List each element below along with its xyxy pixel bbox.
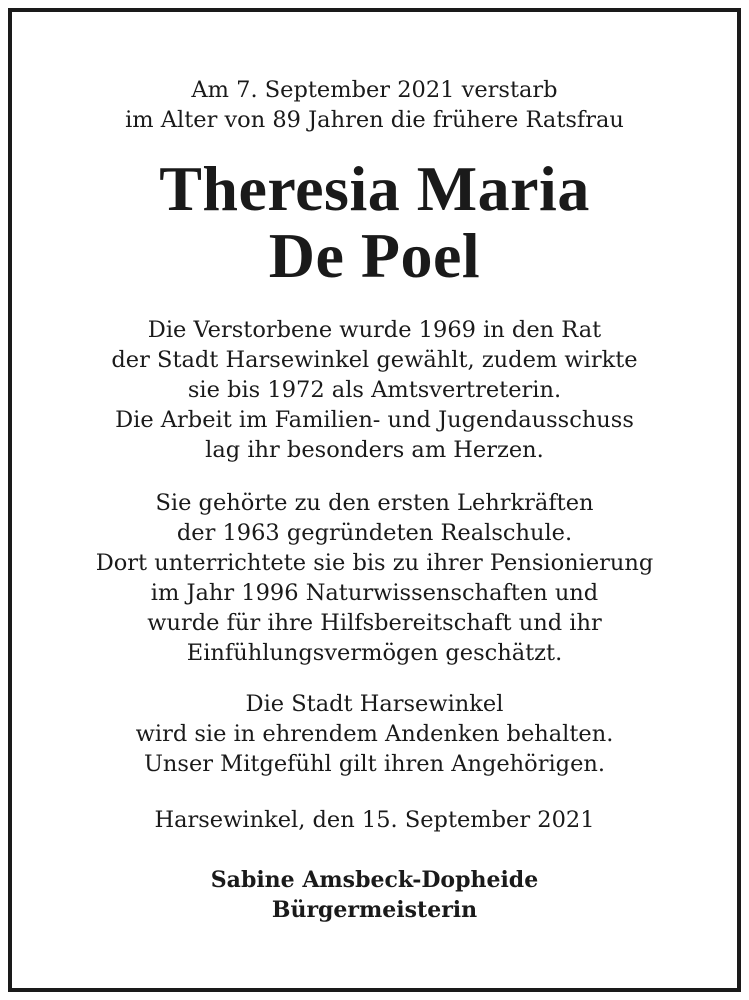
signatory-title: Bürgermeisterin — [271, 897, 478, 923]
text-line: Einfühlungsvermögen geschätzt. — [186, 640, 563, 666]
text-line: Die Stadt Harsewinkel — [245, 691, 504, 717]
text-line: sie bis 1972 als Amtsvertreterin. — [187, 377, 562, 403]
text-line: Sie gehörte zu den ersten Lehrkräften — [155, 490, 594, 516]
intro-line: Am 7. September 2021 verstarb — [191, 77, 558, 103]
signature-block — [0, 865, 749, 925]
text-line: Die Arbeit im Familien- und Jugendausschuss — [115, 407, 634, 433]
name-line: Theresia Maria — [159, 153, 590, 224]
text-line: wird sie in ehrendem Andenken behalten. — [135, 721, 614, 747]
text-line: der Stadt Harsewinkel gewählt, zudem wirkte — [111, 347, 638, 373]
text-line: der 1963 gegründeten Realschule. — [176, 520, 573, 546]
paragraph-council — [0, 315, 749, 465]
intro-text — [0, 75, 749, 135]
place-date-line: Harsewinkel, den 15. September 2021 — [154, 807, 595, 833]
paragraph-teaching — [0, 488, 749, 668]
paragraph-condolence — [0, 689, 749, 779]
text-line: wurde für ihre Hilfsbereitschaft und ihr — [147, 610, 602, 636]
text-line: Dort unterrichtete sie bis zu ihrer Pensionierung — [95, 550, 654, 576]
signatory-name: Sabine Amsbeck-Dopheide — [210, 867, 539, 893]
deceased-name — [0, 155, 749, 289]
intro-line: im Alter von 89 Jahren die frühere Ratsfrau — [125, 107, 624, 133]
place-and-date — [0, 805, 749, 835]
text-line: lag ihr besonders am Herzen. — [205, 437, 544, 463]
text-line: Die Verstorbene wurde 1969 in den Rat — [147, 317, 602, 343]
text-line: im Jahr 1996 Naturwissenschaften und — [150, 580, 599, 606]
text-line: Unser Mitgefühl gilt ihren Angehörigen. — [143, 751, 606, 777]
name-line: De Poel — [268, 220, 481, 291]
